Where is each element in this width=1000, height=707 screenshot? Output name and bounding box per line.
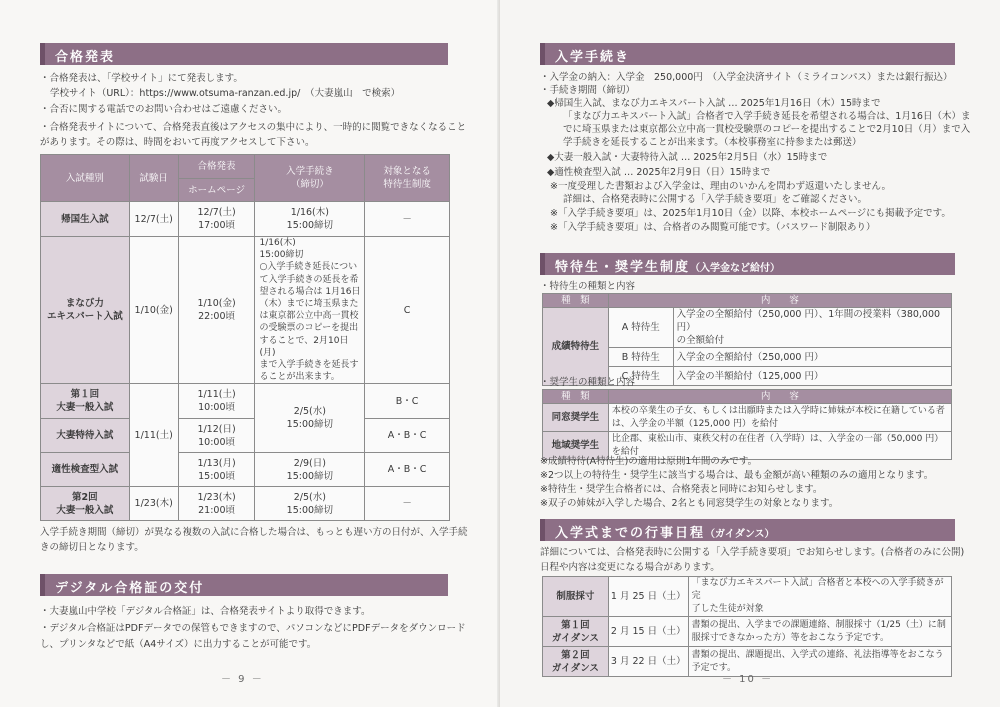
- shogaku-name: 地域奨学生: [543, 432, 609, 460]
- tokutai-content: 入学金の全額給付（250,000 円）、1年間の授業料（380,000 円） の全額給付: [673, 308, 951, 348]
- row-date: 12/7(土): [129, 202, 178, 237]
- row-sys: －: [365, 202, 450, 237]
- row-proc: 1/16(木) 15:00締切: [255, 202, 365, 237]
- schedule-date: 2 月 15 日（土）: [608, 617, 688, 647]
- row-sys: A・B・C: [365, 453, 450, 487]
- tokutai-content: 入学金の全額給付（250,000 円）: [673, 348, 951, 367]
- section-title: 合格発表: [55, 50, 116, 65]
- tokutai-kind: A 特待生: [608, 308, 673, 348]
- row-type: 第2回 大妻一般入試: [41, 487, 130, 521]
- tokutai-table: [542, 293, 952, 386]
- schedule-event: 第２回 ガイダンス: [543, 647, 609, 677]
- section-header-schedule: [540, 519, 955, 541]
- text-line: ※「入学手続き要項」は、合格者のみ閲覧可能です。（パスワード制限あり）: [550, 222, 876, 233]
- tokutai-kind: C 特待生: [608, 367, 673, 386]
- schedule-date: 3 月 22 日（土）: [608, 647, 688, 677]
- row-sys: －: [365, 487, 450, 521]
- section-header-digital: [40, 574, 448, 596]
- text-line: ・入学金の納入：入学金 250,000円 （入学金決済サイト（ミライコンパス）または銀行振込）: [540, 72, 953, 83]
- text-line: 学校サイト（URL）：https://www.otsuma-ranzan.ed.jp/ （大妻嵐山 で検索）: [50, 88, 401, 99]
- row-web: 12/7(土) 17:00頃: [178, 202, 255, 237]
- text-line: 「まなび力エキスパート入試」合格者で入学手続き延長を希望される場合は、1月16日（木）ま: [563, 111, 971, 122]
- text-line: ・奨学生の種類と内容: [540, 377, 636, 388]
- header-exam-date: 試験日: [129, 155, 178, 202]
- page-number: － 10 －: [722, 674, 774, 685]
- header-procedure: 入学手続き （締切）: [255, 155, 365, 202]
- row-type: 大妻特待入試: [41, 419, 130, 453]
- tokutai-name: 成績特待生: [543, 308, 609, 386]
- section-header-results: [40, 43, 448, 65]
- text-line: きの締切日となります。: [40, 542, 144, 553]
- section-title-main: 入学式までの行事日程: [555, 526, 706, 541]
- header-result: 合格発表: [178, 155, 255, 179]
- text-line: ◆帰国生入試、まなび力エキスパート入試 … 2025年1月16日（木）15時まで: [547, 98, 881, 109]
- text-line: ・大妻嵐山中学校「デジタル合格証」は、合格発表サイトより取得できます。: [40, 606, 371, 617]
- row-web: 1/13(月) 15:00頃: [178, 453, 255, 487]
- text-line: があります。その際は、時間をおいて再度アクセスして下さい。: [40, 137, 315, 148]
- schedule-date: 1 月 25 日（土）: [608, 577, 688, 617]
- row-date: 1/11(土): [129, 384, 178, 487]
- text-line: ◆適性検査型入試 … 2025年2月9日（日）15時まで: [547, 167, 771, 178]
- row-type: 第１回 大妻一般入試: [41, 384, 130, 419]
- section-title-sub: （ガイダンス）: [705, 529, 775, 540]
- text-line: ※特待生・奨学生合格者には、合格発表と同時にお知らせします。: [540, 484, 823, 495]
- text-line: ・合格発表は、「学校サイト」にて発表します。: [40, 73, 243, 84]
- row-proc: 1/16(木) 15:00締切 ○入学手続き延長につい て入学手続きの延長を希 望される場合は 1月16日 （木）までに埼玉県また は東京都公立中高一貫校 の受験票のコピーを提出 することで、2月10日(月) まで入学手続きを延長す ることが出来ます。: [255, 237, 365, 384]
- shogaku-content: 比企郡、東松山市、東秩父村の在住者（入学時）は、入学金の一部（50,000 円） を給付: [608, 432, 951, 460]
- header-homepage: ホームページ: [178, 179, 255, 202]
- schedule-content: 「まなび力エキスパート入試」合格者と本校への入学手続きが完 了した生徒が対象: [688, 577, 951, 617]
- right-page: [500, 0, 1000, 707]
- row-sys: A・B・C: [365, 419, 450, 453]
- header-kind: 種 類: [543, 390, 609, 404]
- text-line: ※成績特待(A特待生)の適用は原則1年間のみです。: [540, 456, 758, 467]
- text-line: ・合否に関する電話でのお問い合わせはご遠慮ください。: [40, 104, 288, 115]
- row-type: 適性検査型入試: [41, 453, 130, 487]
- row-type: 帰国生入試: [41, 202, 130, 237]
- text-line: ※2つ以上の特待生・奨学生に該当する場合は、最も金額が高い種類のみの適用となります。: [540, 470, 934, 481]
- tokutai-kind: B 特待生: [608, 348, 673, 367]
- tokutai-content: 入学金の半額給付（125,000 円）: [673, 367, 951, 386]
- section-title-main: 特待生・奨学生制度: [555, 260, 691, 275]
- text-line: 詳細は、合格発表時に公開する「入学手続き要項」をご確認ください。: [563, 194, 868, 205]
- row-proc: 2/9(日) 15:00締切: [255, 453, 365, 487]
- header-kind: 種 類: [543, 294, 609, 308]
- text-line: ・合格発表サイトについて、合格発表直後はアクセスの集中により、一時的に閲覧できなくなること: [40, 122, 467, 133]
- section-header-procedure: [540, 43, 955, 65]
- results-table: [40, 154, 450, 521]
- header-scholarship: 対象となる 特待生制度: [365, 155, 450, 202]
- section-title: [555, 256, 780, 275]
- text-line: ◆大妻一般入試・大妻特待入試 … 2025年2月5日（水）15時まで: [547, 152, 828, 163]
- row-type: まなび力 エキスパート入試: [41, 237, 130, 384]
- row-web: 1/10(金) 22:00頃: [178, 237, 255, 384]
- header-content: 内 容: [608, 390, 951, 404]
- text-line: ※「入学手続き要項」は、2025年1月10日（金）以降、本校ホームページにも掲載予定です。: [550, 208, 951, 219]
- text-line: 学手続きを延長することが出来ます。（本校事務室に持参または郵送）: [563, 137, 862, 148]
- shogaku-content: 本校の卒業生の子女、もしくは出願時または入学時に姉妹が本校に在籍している者 は、入学金の半額（125,000 円）を給付: [608, 404, 951, 432]
- row-date: 1/10(金): [129, 237, 178, 384]
- section-header-scholarship: [540, 253, 955, 275]
- row-web: 1/11(土) 10:00頃: [178, 384, 255, 419]
- text-line: 入学手続き期間（締切）が異なる複数の入試に合格した場合は、もっとも遅い方の日付が、入学手続: [40, 527, 468, 538]
- text-line: ※一度受理した書類および入学金は、理由のいかんを問わず返還いたしません。: [550, 181, 892, 192]
- text-line: ・特待生の種類と内容: [540, 281, 636, 292]
- schedule-content: 書類の提出、入学までの課題連絡、制服採寸（1/25（土）に制 服採寸できなかった方）等をおこなう予定です。: [688, 617, 951, 647]
- text-line: ・デジタル合格証はPDFデータでの保管もできますので、パソコンなどにPDFデータをダウンロード: [40, 623, 466, 634]
- text-line: し、プリンタなどで紙（A4サイズ）に出力することが可能です。: [40, 639, 317, 650]
- section-title-sub: （入学金など給付）: [690, 263, 781, 274]
- section-title: [555, 522, 775, 541]
- text-line: でに埼玉県または東京都公立中高一貫校受験票のコピーを提出することで2月10日（月）まで入: [563, 124, 971, 135]
- text-line: ・手続き期間（締切）: [540, 85, 636, 96]
- section-title: デジタル合格証の交付: [55, 581, 205, 596]
- schedule-table: [542, 576, 952, 677]
- row-sys: B・C: [365, 384, 450, 419]
- row-web: 1/23(木) 21:00頃: [178, 487, 255, 521]
- schedule-event: 制服採寸: [543, 577, 609, 617]
- page-number: － 9 －: [221, 674, 264, 685]
- shogaku-name: 同窓奨学生: [543, 404, 609, 432]
- schedule-content: 書類の提出、課題提出、入学式の連絡、礼法指導等をおこなう 予定です。: [688, 647, 951, 677]
- shogaku-table: [542, 389, 952, 460]
- schedule-event: 第１回 ガイダンス: [543, 617, 609, 647]
- header-exam-type: 入試種別: [41, 155, 130, 202]
- row-proc: 2/5(水) 15:00締切: [255, 487, 365, 521]
- text-line: 詳細については、合格発表時に公開する「入学手続き要項」でお知らせします。(合格者のみに公開): [540, 547, 965, 558]
- row-date: 1/23(木): [129, 487, 178, 521]
- row-sys: C: [365, 237, 450, 384]
- row-web: 1/12(日) 10:00頃: [178, 419, 255, 453]
- text-line: ※双子の姉妹が入学した場合、2名とも同窓奨学生の対象となります。: [540, 498, 839, 509]
- section-title: 入学手続き: [555, 50, 631, 65]
- text-line: 日程や内容は変更になる場合があります。: [540, 562, 720, 573]
- header-content: 内 容: [608, 294, 951, 308]
- row-proc: 2/5(水) 15:00締切: [255, 384, 365, 453]
